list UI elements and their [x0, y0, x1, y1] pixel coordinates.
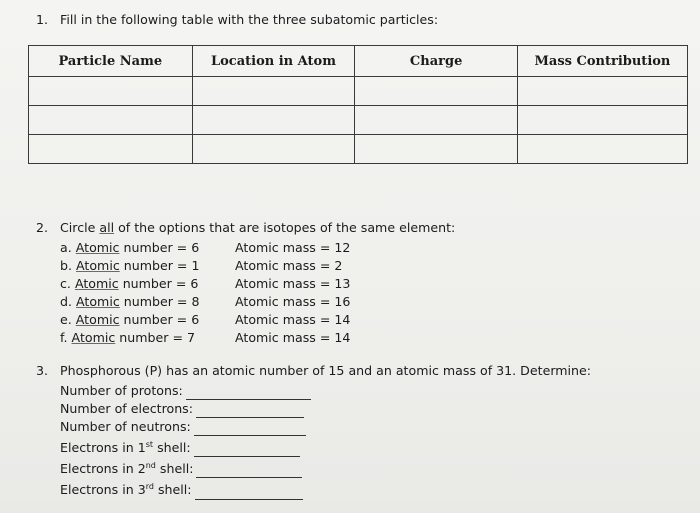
header-location: Location in Atom: [192, 46, 355, 77]
shell-1-answer-blank[interactable]: [194, 444, 300, 457]
atomic-mass-text: Atomic mass = 13: [235, 276, 351, 291]
table-row: [29, 135, 688, 164]
atomic-word: Atomic: [75, 240, 120, 255]
table-cell[interactable]: [517, 106, 687, 135]
table-row: [29, 77, 688, 106]
electrons-answer-blank[interactable]: [196, 405, 304, 418]
isotope-options: [60, 239, 350, 347]
question-number: 1.: [36, 12, 49, 27]
option-letter: c.: [60, 276, 71, 291]
option-letter: f.: [60, 330, 68, 345]
atomic-number-text: number = 6: [118, 276, 199, 291]
question-text-pre: Circle: [60, 220, 100, 235]
atomic-mass-text: Atomic mass = 16: [235, 294, 351, 309]
shell-2-label: Electrons in 2nd shell:: [60, 461, 194, 477]
atomic-word: Atomic: [76, 294, 120, 309]
question-text: Fill in the following table with the three subatomic particles:: [60, 12, 439, 27]
atomic-number-text: number = 6: [119, 312, 200, 327]
option-letter: d.: [60, 294, 72, 309]
table-cell[interactable]: [517, 135, 687, 164]
question-text-emphasis: all: [99, 220, 115, 235]
question-text: Phosphorous (P) has an atomic number of 15 and an atomic mass of 31. Determine:: [60, 363, 592, 378]
table-cell[interactable]: [192, 135, 355, 164]
neutrons-label: Number of neutrons:: [60, 419, 191, 434]
atomic-number-text: number = 1: [119, 258, 200, 273]
atomic-word: Atomic: [76, 258, 120, 273]
option-b[interactable]: [60, 257, 350, 275]
atomic-word: Atomic: [71, 330, 116, 345]
protons-label: Number of protons:: [60, 383, 183, 398]
neutrons-answer-blank[interactable]: [194, 423, 306, 436]
option-letter: b.: [60, 258, 72, 273]
table-header-row: [29, 46, 688, 77]
question-1: [36, 12, 438, 27]
shell-1-row: [60, 436, 311, 457]
protons-answer-blank[interactable]: [186, 387, 311, 400]
shell-2-answer-blank[interactable]: [196, 465, 302, 478]
table-row: [29, 106, 688, 135]
atomic-number-text: number = 6: [119, 240, 200, 255]
option-d[interactable]: [60, 293, 350, 311]
table-cell[interactable]: [355, 135, 518, 164]
question-2: [36, 220, 455, 235]
table-cell[interactable]: [192, 106, 355, 135]
electrons-row: [60, 400, 311, 418]
option-letter: a.: [60, 240, 72, 255]
option-letter: e.: [60, 312, 72, 327]
table-cell[interactable]: [517, 77, 687, 106]
table-cell[interactable]: [29, 77, 193, 106]
phosphorus-answers: [60, 382, 311, 500]
shell-1-label: Electrons in 1st shell:: [60, 440, 191, 456]
atomic-mass-text: Atomic mass = 12: [235, 240, 351, 255]
atomic-number-text: number = 8: [119, 294, 200, 309]
shell-3-label: Electrons in 3rd shell:: [60, 482, 192, 498]
shell-3-answer-blank[interactable]: [195, 487, 303, 500]
atomic-number-text: number = 7: [115, 330, 196, 345]
option-c[interactable]: [60, 275, 350, 293]
atomic-mass-text: Atomic mass = 14: [235, 312, 351, 327]
atomic-mass-text: Atomic mass = 14: [235, 330, 351, 345]
shell-2-row: [60, 457, 311, 478]
header-charge: Charge: [355, 46, 518, 77]
atomic-word: Atomic: [75, 312, 120, 327]
neutrons-row: [60, 418, 311, 436]
shell-3-row: [60, 478, 311, 499]
header-particle-name: Particle Name: [29, 46, 193, 77]
subatomic-particles-table: [28, 45, 688, 164]
option-a[interactable]: [60, 239, 350, 257]
atomic-word: Atomic: [74, 276, 119, 291]
table-cell[interactable]: [29, 135, 193, 164]
question-number: 3.: [36, 363, 49, 378]
header-mass-contribution: Mass Contribution: [517, 46, 687, 77]
table-cell[interactable]: [192, 77, 355, 106]
atomic-mass-text: Atomic mass = 2: [235, 258, 343, 273]
option-f[interactable]: [60, 329, 350, 347]
question-3: [36, 363, 591, 378]
table-cell[interactable]: [29, 106, 193, 135]
question-number: 2.: [36, 220, 49, 235]
question-text-post: of the options that are isotopes of the same element:: [114, 220, 456, 235]
option-e[interactable]: [60, 311, 350, 329]
table-cell[interactable]: [355, 77, 518, 106]
protons-row: [60, 382, 311, 400]
electrons-label: Number of electrons:: [60, 401, 193, 416]
table-cell[interactable]: [355, 106, 518, 135]
